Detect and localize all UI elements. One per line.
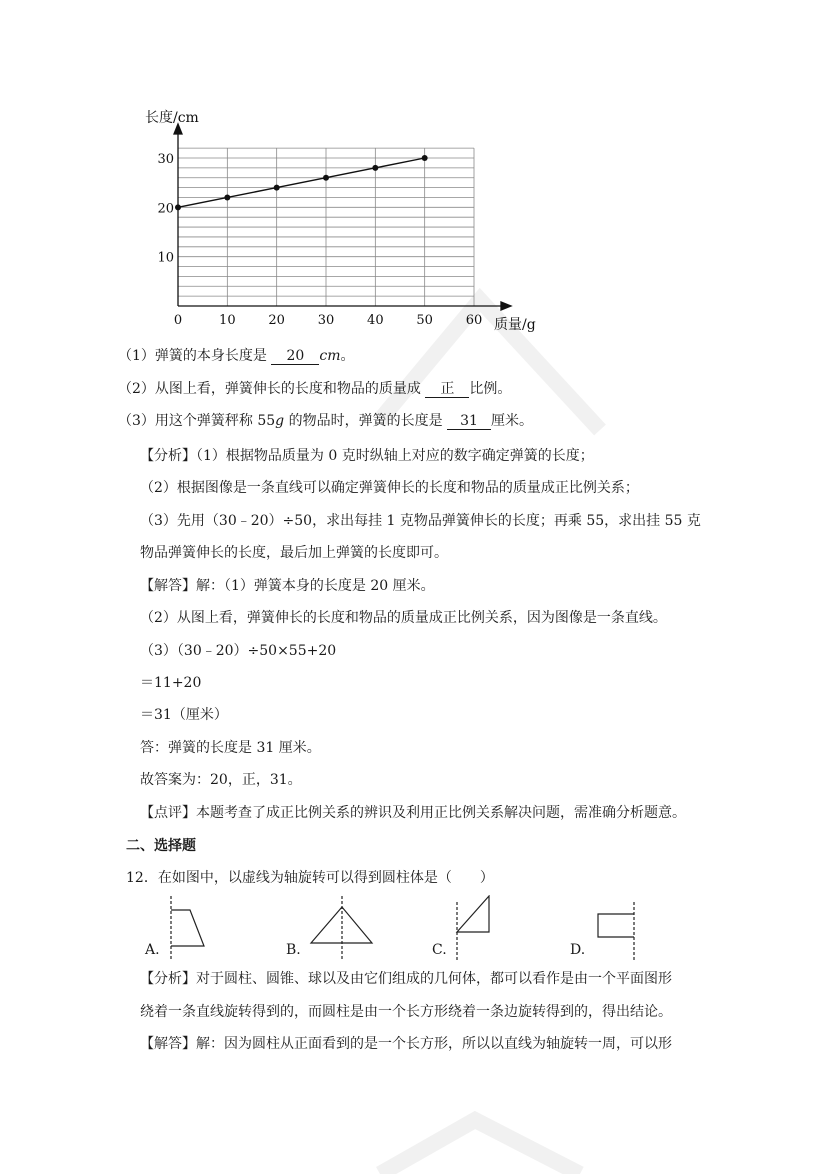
option-d-rectangle [598, 902, 634, 960]
analysis-line-4: 物品弹簧伸长的长度，最后加上弹簧的长度即可。 [140, 545, 448, 561]
option-b-triangle [311, 896, 372, 960]
answer-blank-2: 正 [425, 381, 469, 398]
question-2: （2）从图上看，弹簧伸长的长度和物品的质量成 正 比例。 [118, 381, 512, 397]
option-d-label[interactable]: D. [570, 942, 586, 958]
line-chart [130, 100, 560, 340]
data-point [323, 175, 329, 181]
q12-stem: 12．在如图中，以虚线为轴旋转可以得到圆柱体是（ ） [126, 870, 494, 886]
solution-line-3: （3）（30﹣20）÷50×55+20 [140, 643, 337, 659]
comment: 【点评】本题考查了成正比例关系的辨识及利用正比例关系解决问题，需准确分析题意。 [140, 805, 686, 821]
question-3: （3）用这个弹簧秤称 55g 的物品时，弹簧的长度是 31 厘米。 [118, 413, 534, 429]
x-tick-labels [174, 313, 482, 328]
analysis-line-1: 【分析】（1）根据物品质量为 0 克时纵轴上对应的数字确定弹簧的长度； [140, 448, 594, 464]
y-tick-label: 10 [157, 250, 174, 266]
solution-line-2: （2）从图上看，弹簧伸长的长度和物品的质量成正比例关系，因为图像是一条直线。 [140, 610, 667, 626]
data-point [372, 165, 378, 171]
q12-solution-line-1: 【解答】解：因为圆柱从正面看到的是一个长方形，所以以直线为轴旋转一周，可以形 [140, 1036, 672, 1052]
chart-grid [178, 148, 474, 306]
data-point [274, 185, 280, 191]
data-line [178, 158, 425, 207]
question-1: （1）弹簧的本身长度是 20 cm。 [118, 348, 355, 364]
data-point [224, 194, 230, 200]
x-tick-label: 30 [317, 313, 335, 328]
section-title: 二、选择题 [126, 838, 196, 854]
solution-line-6: 答：弹簧的长度是 31 厘米。 [140, 740, 321, 756]
analysis-line-2: （2）根据图像是一条直线可以确定弹簧伸长的长度和物品的质量成正比例关系； [140, 480, 639, 496]
x-tick-label: 20 [268, 313, 285, 328]
answer-blank-1: 20 [271, 348, 319, 365]
q12-analysis-line-1: 【分析】对于圆柱、圆锥、球以及由它们组成的几何体，都可以看作是由一个平面图形 [140, 971, 672, 987]
option-a-trapezoid [171, 896, 204, 960]
solution-line-5: ＝31（厘米） [140, 707, 228, 723]
x-tick-label: 0 [173, 313, 183, 328]
option-c-right-triangle [457, 896, 489, 960]
solution-line-7: 故答案为：20，正，31。 [140, 772, 302, 788]
data-point [422, 155, 428, 161]
data-point [175, 204, 181, 210]
solution-line-1: 【解答】解：（1）弹簧本身的长度是 20 厘米。 [140, 578, 435, 594]
x-tick-label: 50 [416, 313, 433, 328]
y-tick-labels [157, 152, 174, 266]
x-tick-label: 60 [465, 313, 483, 328]
q12-option-figures [110, 895, 730, 965]
x-axis-label: 质量/g [494, 317, 536, 333]
q12-analysis-line-2: 绕着一条直线旋转得到的，而圆柱是由一个长方形绕着一条边旋转得到的，得出结论。 [140, 1004, 672, 1020]
answer-blank-3: 31 [447, 413, 491, 430]
solution-line-4: ＝11+20 [140, 675, 202, 691]
option-a-label[interactable]: A. [145, 942, 160, 958]
option-c-label[interactable]: C. [432, 942, 447, 958]
y-tick-label: 30 [157, 152, 174, 167]
y-axis-label: 长度/cm [145, 110, 199, 126]
y-tick-label: 20 [157, 201, 174, 217]
x-tick-label: 10 [219, 313, 236, 328]
x-tick-label: 40 [367, 313, 384, 328]
option-b-label[interactable]: B. [286, 942, 301, 958]
analysis-line-3: （3）先用（30﹣20）÷50，求出每挂 1 克物品弹簧伸长的长度；再乘 55，求出挂 55 克 [140, 513, 701, 529]
